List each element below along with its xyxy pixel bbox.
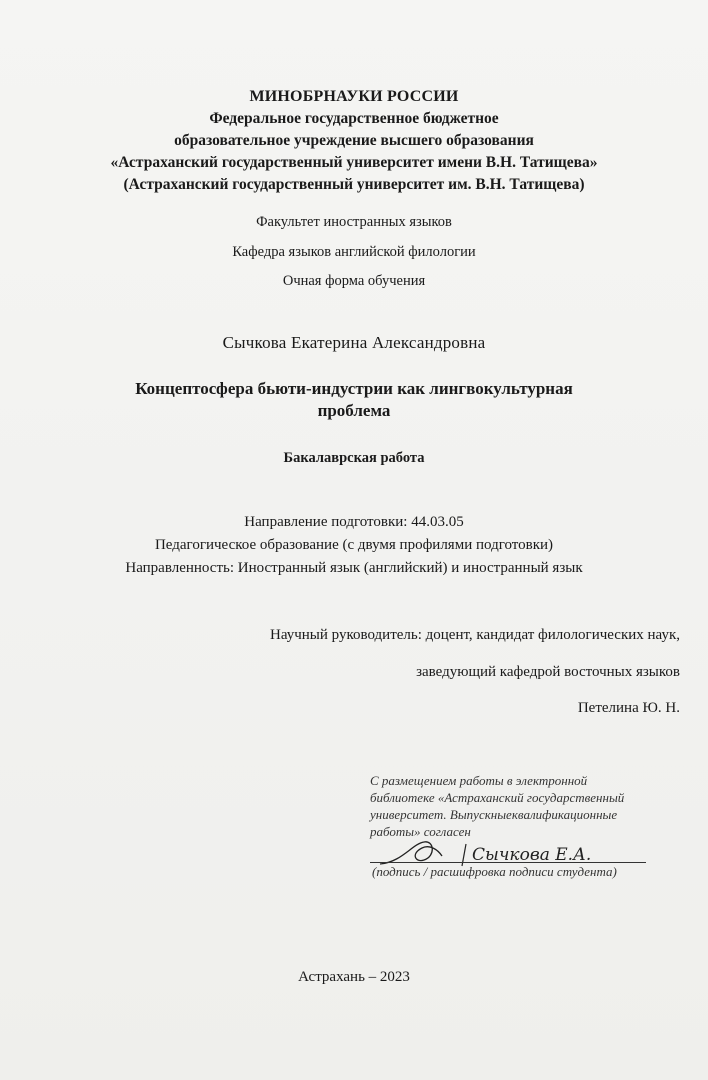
work-type: Бакалаврская работа xyxy=(283,450,425,466)
supervisor-department: заведующий кафедрой восточных языков xyxy=(416,664,680,680)
ministry-name: МИНОБРНАУКИ РОССИИ xyxy=(249,88,459,105)
signature-caption: (подпись / расшифровка подписи студента) xyxy=(372,864,617,879)
thesis-title-line-1: Концептосфера бьюти-индустрии как лингвокультурная xyxy=(135,379,573,398)
study-form: Очная форма обучения xyxy=(282,273,426,289)
supervisor-position: Научный руководитель: доцент, кандидат филологических наук, xyxy=(270,627,680,643)
university-full-name: «Астраханский государственный университет имени В.Н. Татищева» xyxy=(110,154,598,171)
consent-line-1: С размещением работы в электронной xyxy=(370,773,588,788)
supervisor-name: Петелина Ю. Н. xyxy=(577,700,680,716)
direction-specialization: Направленность: Иностранный язык (английский) и иностранный язык xyxy=(125,560,583,576)
faculty: Факультет иностранных языков xyxy=(256,214,452,230)
signature-handwritten-name: Сычкова Е.А. xyxy=(472,845,592,865)
direction-code: Направление подготовки: 44.03.05 xyxy=(244,514,464,530)
study-direction xyxy=(0,511,708,580)
organization-header xyxy=(0,86,708,196)
consent-line-2: библиотеке «Астраханский государственный xyxy=(370,790,625,805)
publication-consent xyxy=(370,772,670,840)
department: Кафедра языков английской филологии xyxy=(232,244,476,260)
consent-line-4: работы» согласен xyxy=(370,824,471,839)
university-short-name: (Астраханский государственный университет им. В.Н. Татищева) xyxy=(123,176,585,193)
signature-stroke xyxy=(380,842,442,864)
author-name: Сычкова Екатерина Александровна xyxy=(222,333,486,352)
thesis-title-line-2: проблема xyxy=(317,401,391,420)
signature-line xyxy=(370,862,646,863)
consent-line-3: университет. Выпускныеквалификационные xyxy=(370,807,618,822)
direction-program: Педагогическое образование (с двумя профилями подготовки) xyxy=(154,537,554,553)
city-year: Астрахань – 2023 xyxy=(298,969,410,985)
institution-type-line: Федеральное государственное бюджетное xyxy=(209,110,499,127)
thesis-title xyxy=(0,378,708,422)
institution-level-line: образовательное учреждение высшего образования xyxy=(174,132,534,149)
